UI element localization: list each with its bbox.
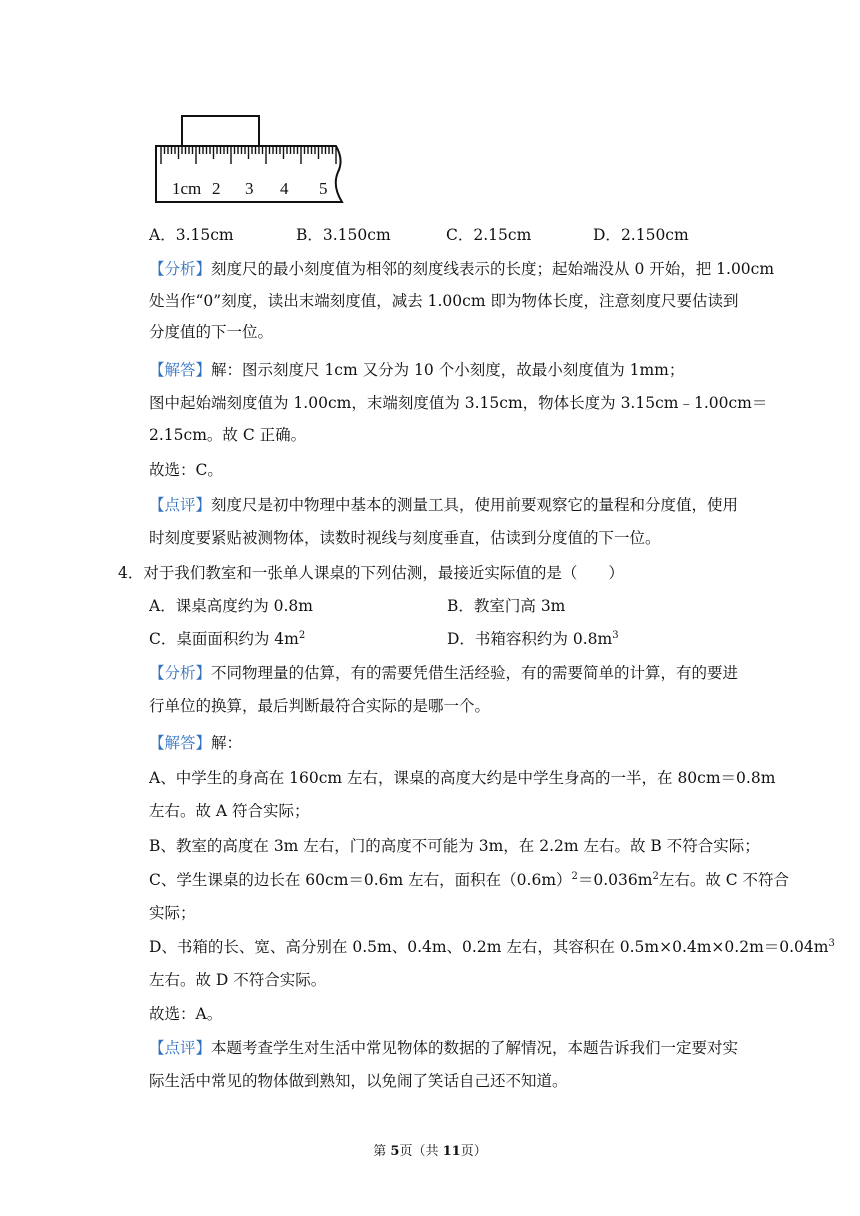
q3-option-a: A．3.15cm (149, 226, 234, 244)
q3-analysis-line-2: 处当作“0”刻度，读出末端刻度值，减去 1.00cm 即为物体长度，注意刻度尺要估读到 (149, 292, 739, 310)
comment-tag: 【点评】 (149, 1039, 212, 1057)
q4-solution-a-line-2: 左右。故 A 符合实际； (149, 802, 310, 820)
q4-solution-d-line-1: D、书箱的长、宽、高分别在 0.5m、0.4m、0.2m 左右，其容积在 $0.5m\times 0.4m\times 0.2m=0.04m^3$ (149, 938, 835, 956)
q3-solution-line-1: 【解答】解：图示刻度尺 1cm 又分为 10 个小刻度，故最小刻度值为 1mm； (149, 361, 685, 379)
ruler-label-1cm: 1cm (172, 179, 202, 198)
q4-comment-line-1: 【点评】本题考查学生对生活中常见物体的数据的了解情况，本题告诉我们一定要对实 (149, 1039, 739, 1057)
solution-tag: 【解答】 (149, 734, 212, 752)
q3-option-b: B．3.150cm (296, 226, 391, 244)
q4-question: 4．对于我们教室和一张单人课桌的下列估测，最接近实际值的是（ ） (118, 564, 624, 582)
analysis-tag: 【分析】 (149, 664, 212, 682)
q3-option-d: D．2.150cm (593, 226, 689, 244)
ruler-label-5: 5 (319, 179, 328, 198)
analysis-tag: 【分析】 (149, 260, 212, 278)
q4-option-a: A．课桌高度约为 0.8m (149, 597, 313, 615)
q3-analysis-line-1: 【分析】刻度尺的最小刻度值为相邻的刻度线表示的长度；起始端没从 0 开始，把 1.00cm (149, 260, 775, 278)
ruler-label-3: 3 (245, 179, 254, 198)
q4-solution-b-line-1: B、教室的高度在 3m 左右，门的高度不可能为 3m，在 2.2m 左右。故 B 不符合实际； (149, 837, 760, 855)
q4-analysis-line-2: 行单位的换算，最后判断最符合实际的是哪一个。 (149, 697, 491, 715)
q3-solution-line-2: 图中起始端刻度值为 1.00cm，末端刻度值为 3.15cm，物体长度为 3.15cm﹣1.00cm＝ (149, 394, 768, 412)
q4-comment-line-2: 际生活中常见的物体做到熟知，以免闹了笑话自己还不知道。 (149, 1072, 568, 1090)
q4-solution-c-line-2: 实际； (149, 904, 196, 922)
total-pages-number: 11 (442, 1144, 461, 1159)
q4-solution-c-line-1: C、学生课桌的边长在 60cm＝0.6m 左右，面积在$(0.6m)^2=0.036m^2$左右。故 C 不符合 (149, 871, 790, 889)
ruler-label-4: 4 (280, 179, 289, 198)
q4-option-c: C．桌面面积约为 $4m^2$ (149, 630, 306, 648)
q4-option-d: D．书箱容积约为 $0.8m^3$ (447, 630, 619, 648)
q4-solution-intro: 【解答】解： (149, 734, 243, 752)
q3-option-c: C．2.15cm (446, 226, 532, 244)
solution-tag: 【解答】 (149, 361, 212, 379)
q3-analysis-line-3: 分度值的下一位。 (149, 323, 274, 341)
q3-comment-line-2: 时刻度要紧贴被测物体，读数时视线与刻度垂直，估读到分度值的下一位。 (149, 529, 661, 547)
comment-tag: 【点评】 (149, 496, 212, 514)
ruler-figure (150, 112, 350, 208)
measured-block (182, 116, 259, 150)
page-footer: 第 5页（共 11页） (373, 1144, 487, 1159)
q4-option-b: B．教室门高 3m (447, 597, 566, 615)
current-page-number: 5 (390, 1144, 400, 1159)
ruler-label-2: 2 (212, 179, 221, 198)
q3-choice: 故选：C。 (149, 461, 223, 479)
q4-choice: 故选：A。 (149, 1005, 223, 1023)
q3-solution-line-3: 2.15cm。故 C 正确。 (149, 426, 307, 444)
q4-solution-a-line-1: A、中学生的身高在 160cm 左右，课桌的高度大约是中学生身高的一半，在 80cm＝0.8m (149, 769, 776, 787)
q3-comment-line-1: 【点评】刻度尺是初中物理中基本的测量工具，使用前要观察它的量程和分度值，使用 (149, 496, 739, 514)
q4-analysis-line-1: 【分析】不同物理量的估算，有的需要凭借生活经验，有的需要简单的计算，有的要进 (149, 664, 739, 682)
q4-solution-d-line-2: 左右。故 D 不符合实际。 (149, 971, 327, 989)
